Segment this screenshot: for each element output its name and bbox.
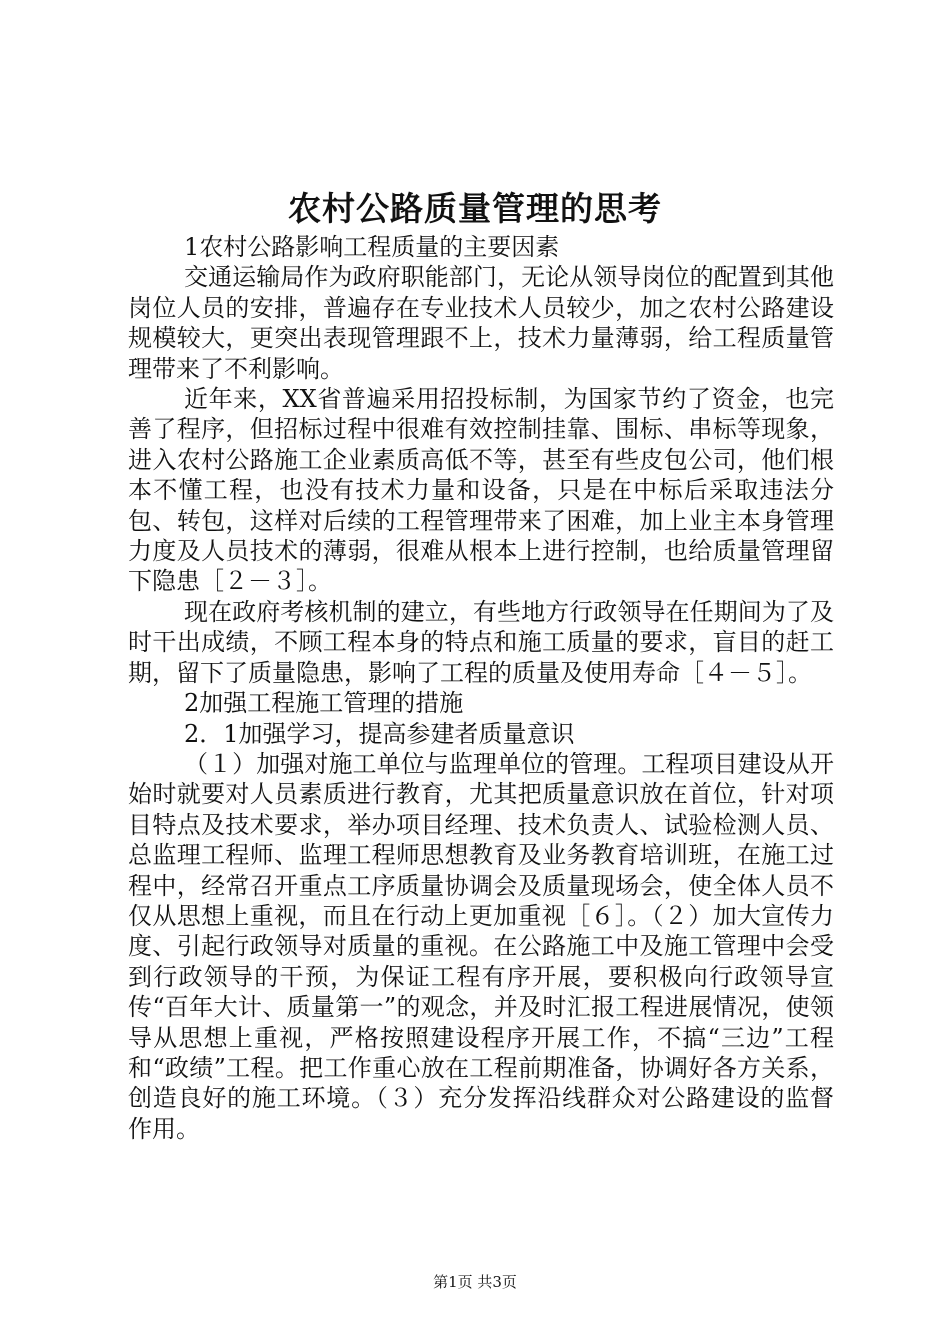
subsection-heading-2-1: 2．1加强学习，提高参建者质量意识 <box>184 719 575 748</box>
page-footer: 第1页 共3页 <box>433 1273 517 1291</box>
paragraph-3: 现在政府考核机制的建立，有些地方行政领导在任期间为了及时干出成绩，不顾工程本身的特点和施工质量的要求，盲目的赶工期，留下了质量隐患，影响了工程的质量及使用寿命［４－５］。 <box>128 597 834 687</box>
document-body <box>128 232 834 1144</box>
section-heading-1: 1农村公路影响工程质量的主要因素 <box>184 233 560 261</box>
document-title: 农村公路质量管理的思考 <box>288 189 662 228</box>
paragraph-1: 交通运输局作为政府职能部门，无论从领导岗位的配置到其他岗位人员的安排，普遍存在专业技术人员较少，加之农村公路建设规模较大，更突出表现管理跟不上，技术力量薄弱，给工程质量管理带来了不利影响。 <box>128 263 834 383</box>
paragraph-4: （１）加强对施工单位与监理单位的管理。工程项目建设从开始时就要对人员素质进行教育，尤其把质量意识放在首位，针对项目特点及技术要求，举办项目经理、技术负责人、试验检测人员、总监理工程师、监理工程师思想教育及业务教育培训班，在施工过程中，经常召开重点工序质量协调会及质量现场会，使全体人员不仅从思想上重视，而且在行动上更加重视［６］。（２）加大宣传力度、引起行政领导对质量的重视。在公路施工中及施工管理中会受到行政领导的干预，为保证工程有序开展，要积极向行政领导宣传“百年大计、质量第一”的观念，并及时汇报工程进展情况，使领导从思想上重视，严格按照建设程序开展工作，不搞“三边”工程和“政绩”工程。把工作重心放在工程前期准备，协调好各方关系，创造良好的施工环境。（３）充分发挥沿线群众对公路建设的监督作用。 <box>128 749 834 1143</box>
section-heading-2: 2加强工程施工管理的措施 <box>184 689 464 718</box>
paragraph-2: 近年来，XX省普遍采用招投标制，为国家节约了资金，也完善了程序，但招标过程中很难有效控制挂靠、围标、串标等现象，进入农村公路施工企业素质高低不等，甚至有些皮包公司，他们根本不懂工程，也没有技术力量和设备，只是在中标后采取违法分包、转包，这样对后续的工程管理带来了困难，加上业主本身管理力度及人员技术的薄弱，很难从根本上进行控制，也给质量管理留下隐患［２－３］。 <box>128 385 834 596</box>
